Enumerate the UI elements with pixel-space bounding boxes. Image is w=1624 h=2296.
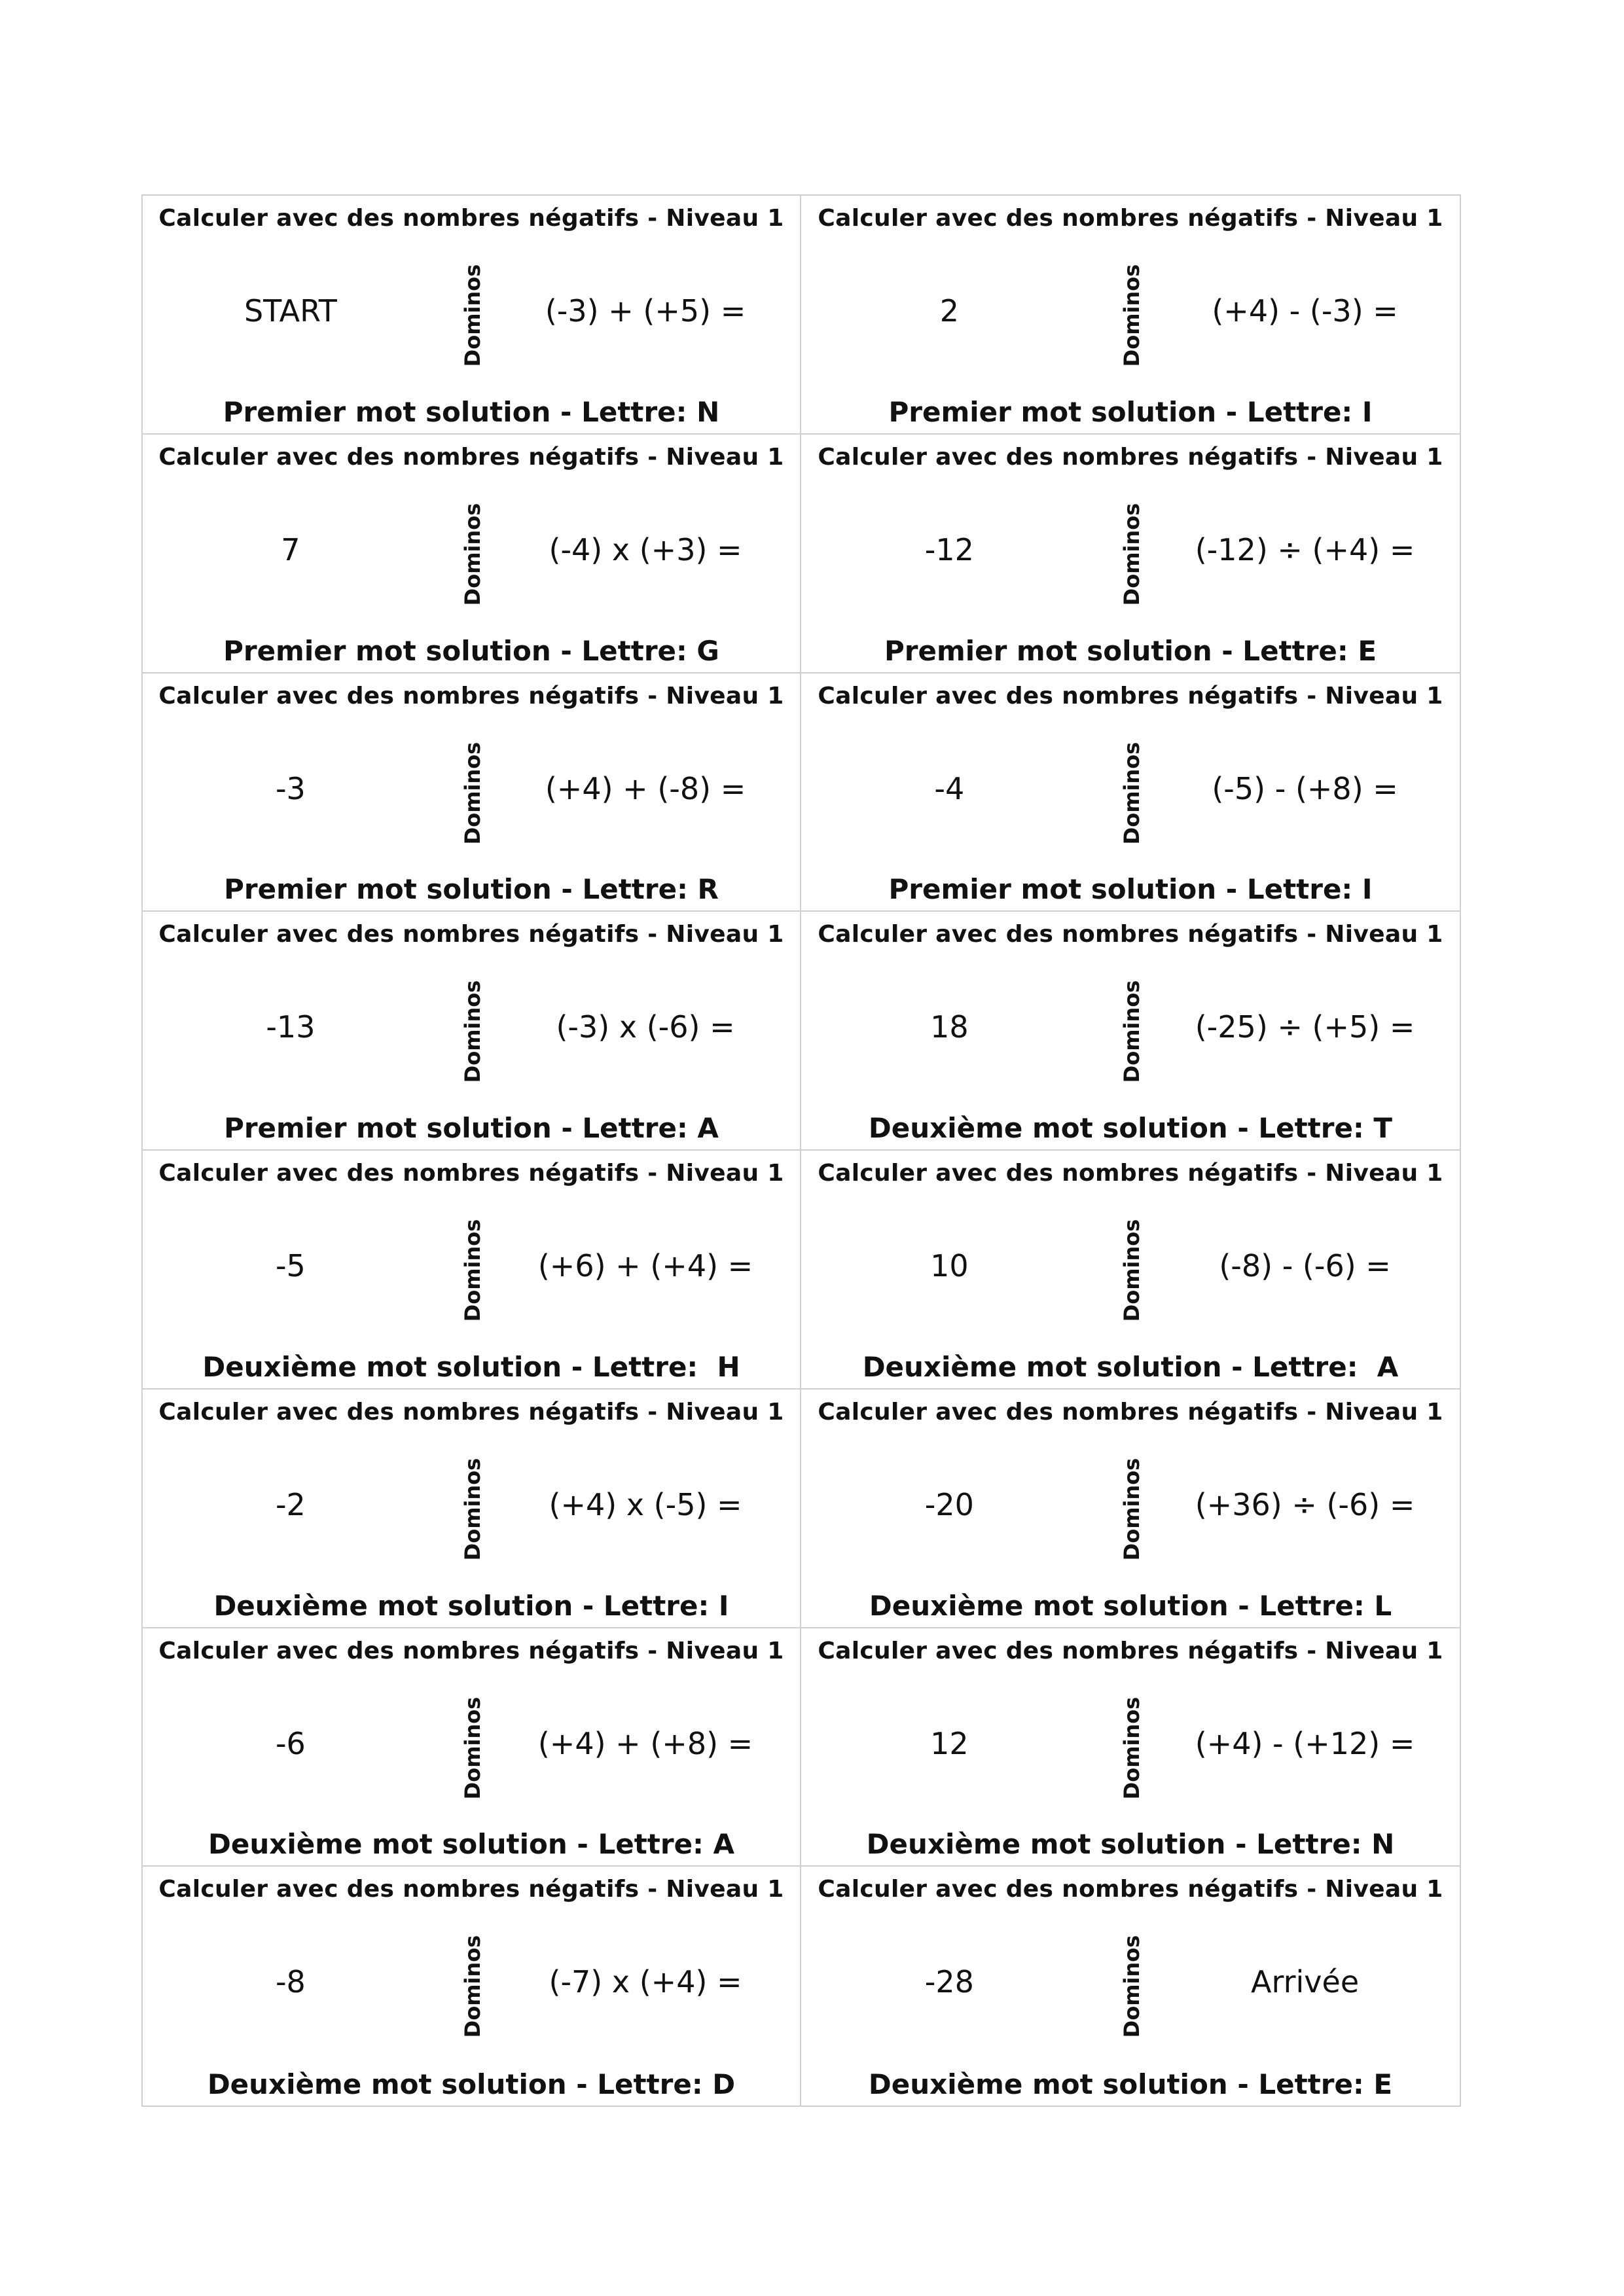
dominos-label: Dominos [460,503,485,606]
card-footer: Deuxième mot solution - Lettre: H [202,1350,740,1383]
dominos-label: Dominos [460,1935,485,2038]
card-question: (-3) + (+5) = [545,293,746,329]
domino-card [801,196,1460,435]
card-question: (+4) + (-8) = [545,770,746,806]
card-footer: Deuxième mot solution - Lettre: L [869,1589,1392,1622]
domino-card [143,1867,801,2106]
card-question: Arrivée [1251,1964,1360,2000]
dominos-label: Dominos [1119,1696,1144,1799]
card-question: (-7) x (+4) = [549,1964,742,2000]
card-footer: Deuxième mot solution - Lettre: I [213,1589,729,1622]
card-header: Calculer avec des nombres négatifs - Niveau 1 [818,1876,1443,1903]
dominos-label: Dominos [1119,1935,1144,2038]
domino-card [143,435,801,673]
card-header: Calculer avec des nombres négatifs - Niveau 1 [818,1398,1443,1426]
card-header: Calculer avec des nombres négatifs - Niveau 1 [158,205,784,232]
card-footer: Deuxième mot solution - Lettre: D [207,2068,736,2100]
card-footer: Deuxième mot solution - Lettre: E [868,2068,1393,2100]
dominos-label: Dominos [1119,264,1144,367]
card-footer: Premier mot solution - Lettre: E [884,634,1377,667]
domino-card [143,1151,801,1390]
domino-card [143,1390,801,1628]
card-question: (+4) - (-3) = [1212,293,1398,329]
domino-card [801,1151,1460,1390]
card-header: Calculer avec des nombres négatifs - Niveau 1 [818,682,1443,709]
card-question: (+4) + (+8) = [537,1725,753,1761]
card-header: Calculer avec des nombres négatifs - Niveau 1 [818,1160,1443,1187]
domino-card [143,673,801,912]
card-question: (+6) + (+4) = [537,1248,753,1283]
card-answer: -2 [275,1486,306,1522]
card-answer: 12 [930,1725,969,1761]
card-header: Calculer avec des nombres négatifs - Niveau 1 [158,1876,784,1903]
card-answer: 10 [930,1248,969,1283]
dominos-label: Dominos [1119,980,1144,1083]
card-footer: Premier mot solution - Lettre: I [888,395,1373,428]
domino-card-sheet [141,194,1461,2107]
card-header: Calculer avec des nombres négatifs - Niveau 1 [158,443,784,471]
card-answer: 7 [281,531,300,567]
card-header: Calculer avec des nombres négatifs - Niveau 1 [818,205,1443,232]
dominos-label: Dominos [460,1219,485,1322]
dominos-label: Dominos [1119,742,1144,844]
card-question: (-5) - (+8) = [1212,770,1398,806]
card-answer: -28 [924,1964,974,2000]
domino-card [801,435,1460,673]
card-footer: Deuxième mot solution - Lettre: A [208,1828,734,1861]
domino-card [801,912,1460,1151]
dominos-label: Dominos [1119,503,1144,606]
card-footer: Deuxième mot solution - Lettre: N [866,1828,1395,1861]
card-answer: -5 [275,1248,306,1283]
card-header: Calculer avec des nombres négatifs - Niveau 1 [158,1398,784,1426]
domino-card [801,1628,1460,1867]
card-header: Calculer avec des nombres négatifs - Niveau 1 [158,921,784,948]
card-footer: Premier mot solution - Lettre: I [888,873,1373,906]
card-header: Calculer avec des nombres négatifs - Niveau 1 [158,1160,784,1187]
dominos-label: Dominos [460,980,485,1083]
card-answer: -12 [924,531,974,567]
card-answer: START [244,293,337,329]
domino-card [143,1628,801,1867]
card-footer: Premier mot solution - Lettre: G [223,634,719,667]
card-answer: -6 [275,1725,306,1761]
card-answer: -13 [266,1009,316,1045]
dominos-label: Dominos [460,264,485,367]
card-question: (-4) x (+3) = [549,531,742,567]
dominos-label: Dominos [1119,1458,1144,1561]
card-answer: -20 [924,1486,974,1522]
card-header: Calculer avec des nombres négatifs - Niveau 1 [818,921,1443,948]
card-footer: Premier mot solution - Lettre: R [224,873,719,906]
dominos-label: Dominos [460,742,485,844]
card-header: Calculer avec des nombres négatifs - Niveau 1 [818,1637,1443,1664]
card-footer: Deuxième mot solution - Lettre: A [862,1350,1399,1383]
card-answer: -4 [934,770,965,806]
domino-card [801,673,1460,912]
dominos-label: Dominos [1119,1219,1144,1322]
card-question: (+4) - (+12) = [1195,1725,1415,1761]
card-question: (-3) x (-6) = [556,1009,735,1045]
dominos-label: Dominos [460,1458,485,1561]
domino-card [143,912,801,1151]
card-question: (-25) ÷ (+5) = [1195,1009,1415,1045]
card-header: Calculer avec des nombres négatifs - Niveau 1 [158,682,784,709]
domino-card [801,1867,1460,2106]
card-footer: Premier mot solution - Lettre: N [223,395,720,428]
card-footer: Premier mot solution - Lettre: A [224,1112,719,1144]
card-answer: -3 [275,770,306,806]
card-answer: -8 [275,1964,306,2000]
card-question: (-8) - (-6) = [1219,1248,1391,1283]
dominos-label: Dominos [460,1696,485,1799]
card-footer: Deuxième mot solution - Lettre: T [868,1112,1393,1144]
card-question: (+36) ÷ (-6) = [1195,1486,1415,1522]
card-question: (+4) x (-5) = [549,1486,742,1522]
card-question: (-12) ÷ (+4) = [1195,531,1415,567]
domino-card [143,196,801,435]
card-answer: 18 [930,1009,969,1045]
card-header: Calculer avec des nombres négatifs - Niveau 1 [158,1637,784,1664]
card-header: Calculer avec des nombres négatifs - Niveau 1 [818,443,1443,471]
domino-card [801,1390,1460,1628]
card-answer: 2 [939,293,959,329]
